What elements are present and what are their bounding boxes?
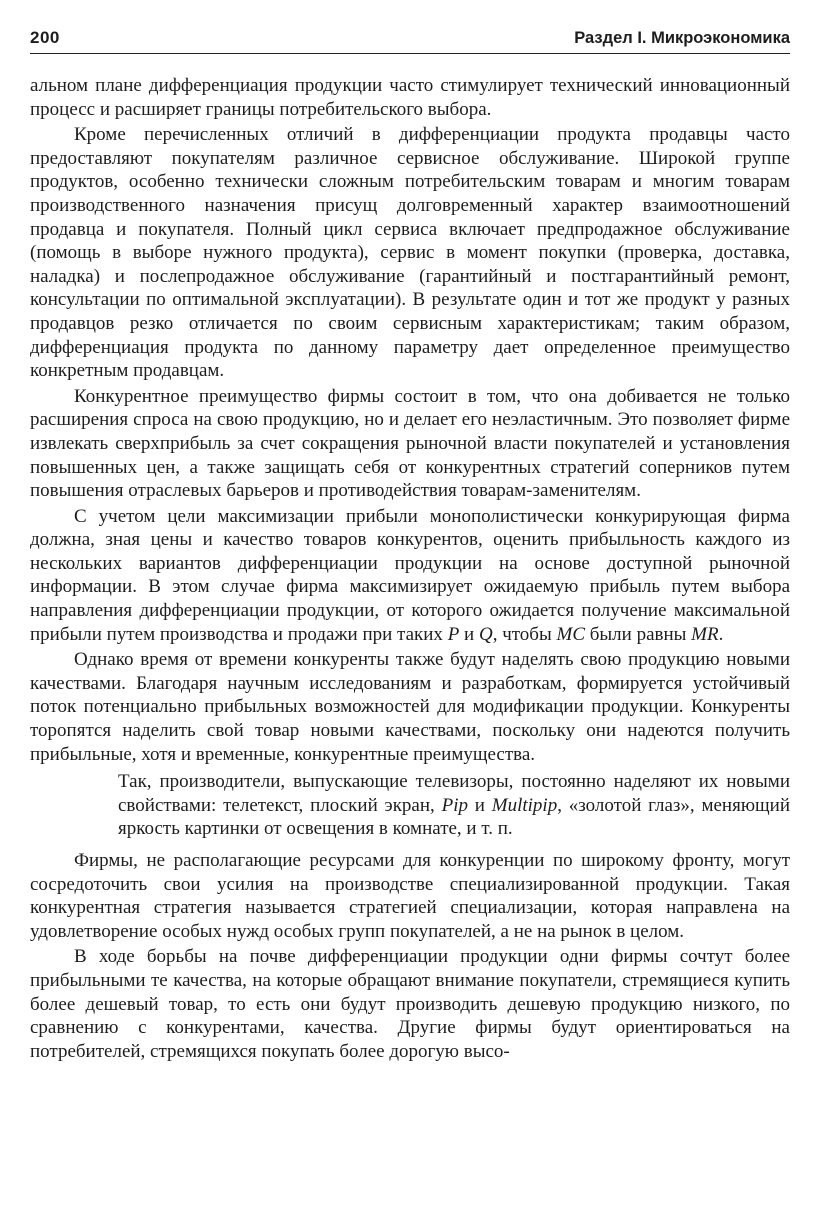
page-number: 200 [30,28,60,47]
example-text-end: , «золотой глаз», меняющий яркость картинки от освещения в комнате, и т. п. [118,794,790,840]
example-text: Так, производители, выпускающие телевизоры, постоянно наделяют их новыми свойствами: телетекст, плоский экран, [118,771,790,816]
term-multipip: Multipip [491,794,558,816]
section-title: Раздел I. Микроэкономика [574,29,790,47]
paragraph-service: Кроме перечисленных отличий в дифференциации продукта продавцы часто предоставляют покупателям различное сервисное обслуживание. Широкой группе продуктов, особенно технически сложным потребительским товарам и многим товарам производственного назначения присущ долговременный характер взаимоотношений продавца и покупателя. Полный цикл сервиса включает предпродажное обслуживание (помощь в выборе нужного продукта), сервис в момент покупки (проверка, доставка, наладка) и послепродажное обслуживание (гарантийный и постгарантийный ремонт, консультации по оптимальной эксплуатации). В результате один и тот же продукт у разных продавцов резко отличается по своим сервисным характеристикам; таким образом, дифференциация продукта по данному параметру дает определенное преимущество конкретным продавцам. [30,124,790,382]
variable-mr: MR [691,623,719,645]
text-fragment: были равны [585,623,692,645]
running-header [30,28,790,54]
paragraph-text: С учетом цели максимизации прибыли монополистически конкурирующая фирма должна, зная цены и качество товаров конкурентов, оценить прибыльность каждого из нескольких вариантов дифференциации продукции на основе доступной рыночной информации. В этом случае фирма максимизирует ожидаемую прибыль путем выбора направления дифференциации продукции, от которого ожидается получение максимальной прибыли путем производства и продажи при таких [30,505,790,645]
term-pip: Pip [441,794,468,816]
example-block [118,770,790,841]
body-text [30,74,790,1063]
book-page [30,28,790,1063]
paragraph-profit-maximization [30,505,790,647]
variable-q: Q [478,623,493,645]
paragraph-specialization: Фирмы, не располагающие ресурсами для конкуренции по широкому фронту, могут сосредоточить свои усилия на производстве специализированной продукции. Такая конкурентная стратегия называется стратегией специализации, которая направлена на удовлетворение особых нужд особых групп покупателей, а не на рынок в целом. [30,850,790,942]
paragraph-new-qualities: Однако время от времени конкуренты также будут наделять свою продукцию новыми качествами. Благодаря научным исследованиям и разработкам, формируется устойчивый поток потенциально прибыльных возможностей для модификации продукции. Конкуренты торопятся наделить свой товар новыми качествами, поскольку они надеются получить прибыльные, хотя и временные, конкурентные преимущества. [30,649,790,765]
variable-mc: MC [556,623,585,645]
paragraph-competitive-advantage: Конкурентное преимущество фирмы состоит в том, что она добивается не только расширения спроса на свою продукцию, но и делает его неэластичным. Это позволяет фирме извлекать сверхприбыль за счет сокращения рыночной власти покупателей и установления повышенных цен, а также защищать себя от конкурентных стратегий соперников путем повышения отраслевых барьеров и противодействия товарам-заменителям. [30,385,790,502]
text-fragment: и [459,623,479,645]
text-fragment: , чтобы [492,623,557,645]
variable-p: P [447,623,460,645]
paragraph-differentiation-struggle: В ходе борьбы на почве дифференциации продукции одни фирмы сочтут более прибыльными те качества, на которые обращают внимание покупатели, стремящиеся купить более дешевый товар, то есть они будут производить дешевую продукцию низкого, по сравнению с конкурентами, качества. Другие фирмы будут ориентироваться на потребителей, стремящихся покупать более дорогую высо- [30,946,790,1062]
paragraph-continued: альном плане дифференциация продукции часто стимулирует технический инновационный процесс и расширяет границы потребительского выбора. [30,75,790,120]
text-fragment: . [718,623,724,645]
text-fragment: и [467,794,492,816]
